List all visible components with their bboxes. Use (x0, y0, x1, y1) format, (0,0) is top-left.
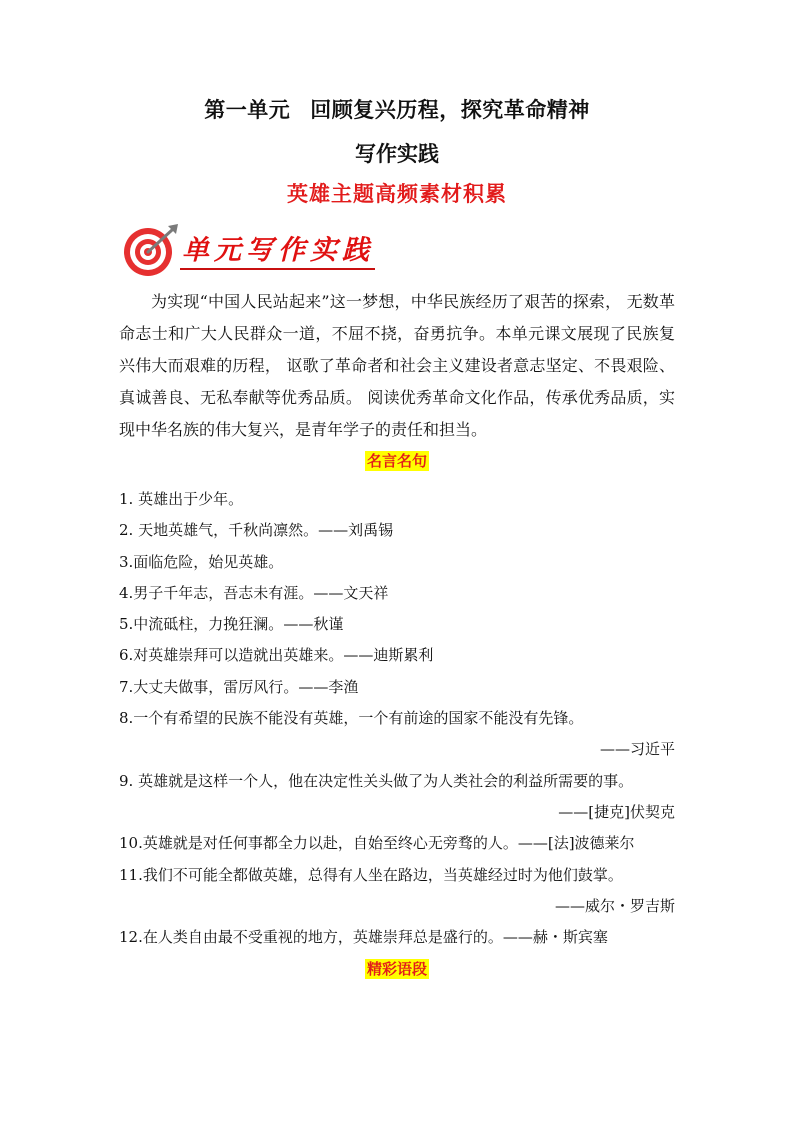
target-icon (120, 222, 182, 278)
quote-attribution: ——[捷克]伏契克 (558, 802, 675, 821)
banner-title: 单元写作实践 (182, 235, 374, 266)
quote-attribution: ——威尔・罗吉斯 (554, 896, 675, 915)
intro-paragraph: 为实现“中国人民站起来”这一梦想，中华民族经历了艰苦的探索， 无数革命志士和广大人民群众一道，不屈不挠，奋勇抗争。本单元课文展现了民族复兴伟大而艰难的历程， 讴歌了革命者和社会主义建设者意志坚定、不畏艰险、真诚善良、无私奉献等优秀品质。 阅读优秀革命文化作品，传承优秀品质，实现中华名族的伟大复兴，是青年学子的责任和担当。 (119, 292, 675, 439)
quote-item: 4.男子千年志，吾志未有涯。——文天祥 (119, 583, 389, 602)
quote-item: 10.英雄就是对任何事都全力以赴，自始至终心无旁骛的人。——[法]波德莱尔 (119, 834, 635, 853)
quotes-list (119, 484, 675, 953)
title-theme: 回顾复兴历程，探究革命精神 (310, 98, 590, 122)
title-unit: 第一单元 (204, 98, 291, 122)
quotes-section-label (0, 450, 794, 471)
quote-item: 6.对英雄崇拜可以造就出英雄来。——迪斯累利 (119, 646, 434, 665)
quote-item: 11.我们不可能全都做英雄，总得有人坐在路边，当英雄经过时为他们鼓掌。 (119, 865, 623, 884)
quote-item: 8.一个有希望的民族不能没有英雄，一个有前途的国家不能没有先锋。 (119, 709, 584, 728)
topic-heading: 英雄主题高频素材积累 (287, 181, 507, 206)
quote-item: 7.大丈夫做事，雷厉风行。——李渔 (119, 677, 359, 696)
page-title (0, 94, 794, 124)
quote-item: 2. 天地英雄气，千秋尚凛然。——刘禹锡 (119, 521, 394, 540)
quote-item: 9. 英雄就是这样一个人，他在决定性关头做了为人类社会的利益所需要的事。 (119, 771, 634, 790)
section-banner (120, 222, 380, 278)
paragraphs-label: 精彩语段 (366, 960, 427, 978)
quotes-label: 名言名句 (366, 452, 427, 470)
quote-item: 1. 英雄出于少年。 (119, 490, 244, 508)
paragraphs-section-label (0, 958, 794, 979)
banner-underline (180, 268, 375, 270)
quote-item: 12.在人类自由最不受重视的地方，英雄崇拜总是盛行的。——赫・斯宾塞 (119, 928, 608, 947)
quote-attribution: ——习近平 (599, 740, 675, 759)
page-subtitle: 写作实践 (355, 142, 439, 166)
quote-item: 3.面临危险，始见英雄。 (119, 552, 284, 571)
quote-item: 5.中流砥柱，力挽狂澜。——秋谨 (119, 615, 344, 634)
